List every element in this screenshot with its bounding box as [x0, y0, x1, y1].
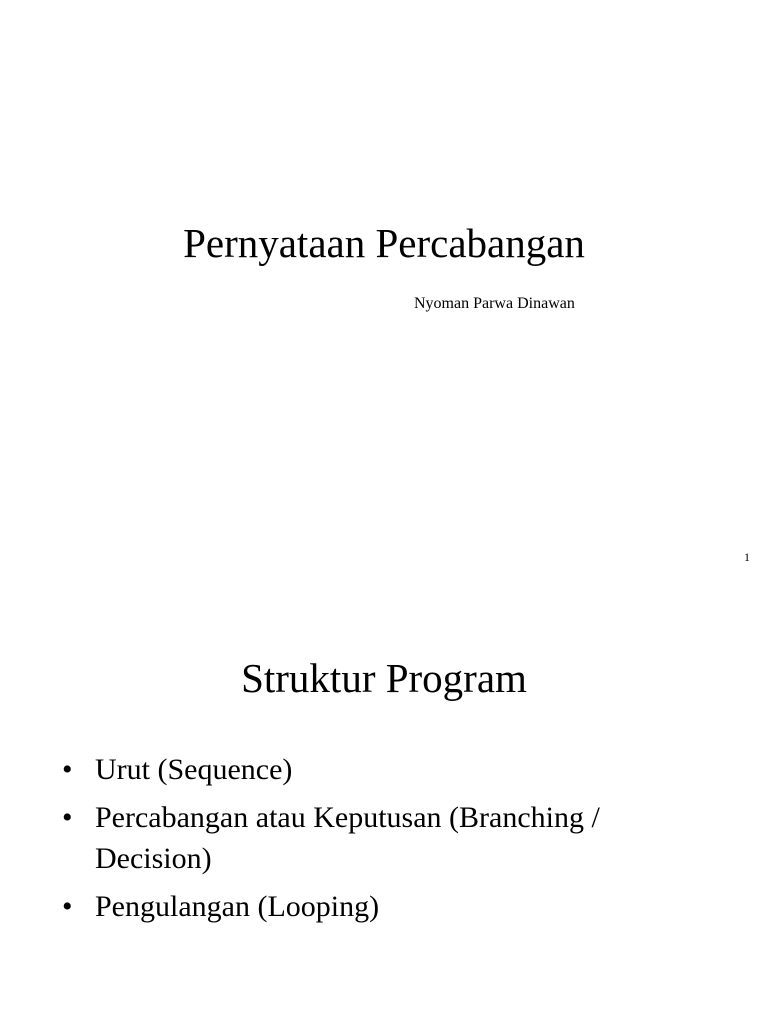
bullet-item-looping [62, 886, 722, 927]
bullet-icon: • [62, 753, 73, 786]
bullet-icon: • [62, 801, 73, 834]
slide-title: Pernyataan Percabangan [183, 220, 585, 266]
page-number: 1 [744, 550, 750, 564]
bullet-text: Urut (Sequence) [95, 753, 293, 786]
bullet-icon: • [62, 890, 73, 923]
bullet-item-branching [62, 797, 722, 879]
bullet-list [62, 749, 722, 934]
section-title: Struktur Program [241, 655, 527, 701]
bullet-item-sequence [62, 749, 722, 790]
author-name: Nyoman Parwa Dinawan [414, 295, 575, 312]
bullet-text: Pengulangan (Looping) [95, 890, 380, 923]
bullet-text: Percabangan atau Keputusan (Branching / Decision) [95, 801, 600, 875]
